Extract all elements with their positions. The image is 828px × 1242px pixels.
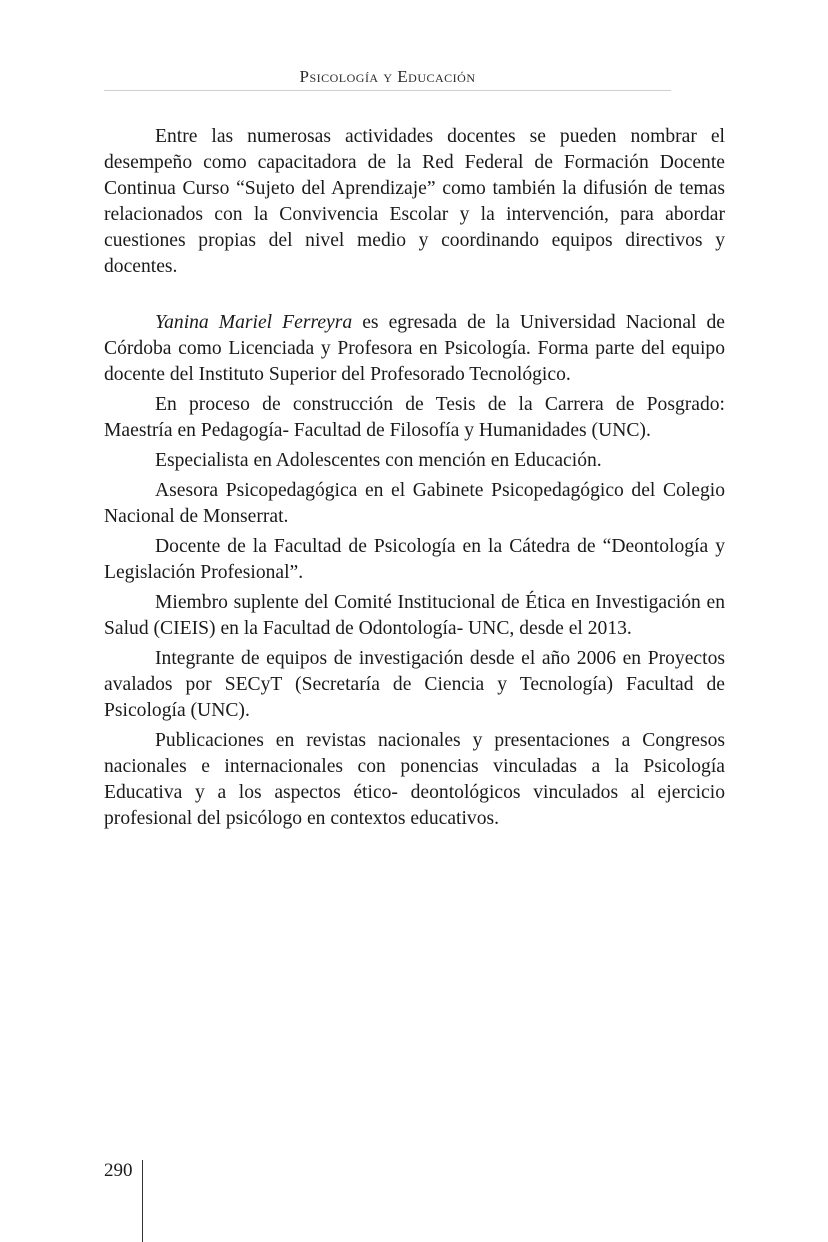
paragraph-committee: Miembro suplente del Comité Institucional de Ética en Investigación en Salud (CIEIS) en la Facultad de Odontología- UNC, desde el 2013. [104, 592, 725, 639]
paragraph-advisor: Asesora Psicopedagógica en el Gabinete Psicopedagógico del Colegio Nacional de Monserrat. [104, 480, 725, 527]
paragraph-specialist: Especialista en Adolescentes con mención en Educación. [155, 450, 602, 471]
paragraph-publications: Publicaciones en revistas nacionales y presentaciones a Congresos nacionales e internacionales con ponencias vinculadas a la Psicología Educativa y a los aspectos ético- deontológicos vinculados al ejercicio profesional del psicólogo en contextos educativos. [104, 730, 725, 829]
header-rule [104, 90, 671, 91]
paragraph-research: Integrante de equipos de investigación desde el año 2006 en Proyectos avalados por SECyT (Secretaría de Ciencia y Tecnología) Facultad de Psicología (UNC). [104, 648, 725, 721]
page-number: 290 [104, 1160, 133, 1181]
paragraph-activities: Entre las numerosas actividades docentes se pueden nombrar el desempeño como capacitadora de la Red Federal de Formación Docente Continua Curso “Sujeto del Aprendizaje” como también la difusión de temas relacionados con la Convivencia Escolar y la intervención, para abordar cuestiones propias del nivel medio y coordinando equipos directivos y docentes. [104, 126, 725, 277]
body-text [104, 124, 725, 832]
paragraph-thesis: En proceso de construcción de Tesis de la Carrera de Posgrado: Maestría en Pedagogía- Facultad de Filosofía y Humanidades (UNC). [104, 394, 725, 441]
author-name: Yanina Mariel Ferreyra [155, 312, 353, 333]
bio-intro-text: es egresada de la Universidad Nacional de Córdoba como Licenciada y Profesora en Psicología. Forma parte del equipo docente del Instituto Superior del Profesorado Tecnológico. [104, 312, 725, 385]
paragraph-bio-intro [104, 310, 725, 388]
page-number-rule [142, 1160, 143, 1242]
paragraph-teacher: Docente de la Facultad de Psicología en la Cátedra de “Deontología y Legislación Profesional”. [104, 536, 725, 583]
running-head-title: Psicología y Educación [299, 67, 476, 86]
